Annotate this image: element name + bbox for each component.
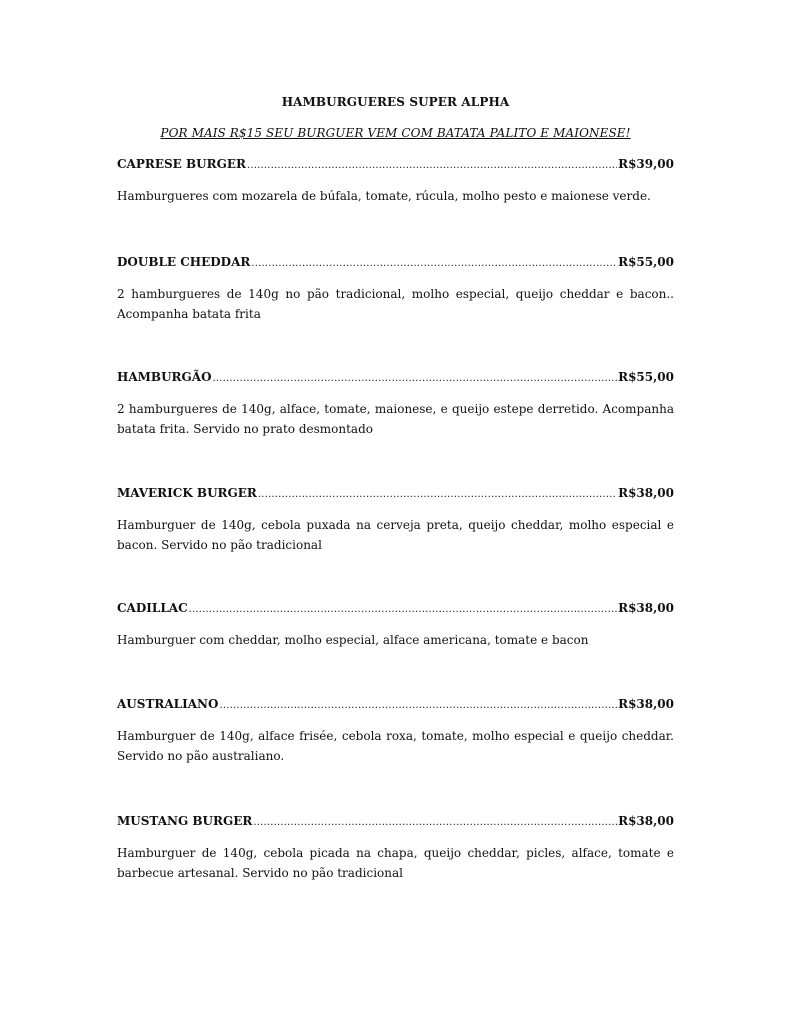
- menu-item-header: [117, 369, 674, 385]
- menu-item-header: [117, 600, 674, 616]
- dot-leader: [253, 815, 617, 831]
- promo-text: POR MAIS R$15 SEU BURGUER VEM COM BATATA PALITO E MAIONESE!: [160, 126, 631, 140]
- dot-leader: [219, 698, 617, 714]
- item-name: AUSTRALIANO: [117, 697, 219, 711]
- dot-leader: [247, 158, 617, 174]
- item-price: R$38,00: [618, 601, 674, 615]
- item-name: MAVERICK BURGER: [117, 486, 257, 500]
- menu-item-double-cheddar: [117, 254, 674, 324]
- menu-item-australiano: [117, 696, 674, 766]
- item-price: R$55,00: [618, 255, 674, 269]
- menu-item-header: [117, 156, 674, 172]
- menu-item-cadillac: [117, 600, 674, 650]
- item-price: R$55,00: [618, 370, 674, 384]
- item-price: R$38,00: [618, 486, 674, 500]
- item-description: 2 hamburgueres de 140g no pão tradicional, molho especial, queijo cheddar e bacon.. Acompanha batata frita: [117, 287, 674, 321]
- item-name: HAMBURGÃO: [117, 370, 212, 384]
- item-description: Hamburguer de 140g, alface frisée, cebola roxa, tomate, molho especial e queijo cheddar. Servido no pão australiano.: [117, 729, 674, 763]
- menu-item-header: [117, 254, 674, 270]
- dot-leader: [258, 487, 617, 503]
- item-name: CAPRESE BURGER: [117, 157, 246, 171]
- item-name: DOUBLE CHEDDAR: [117, 255, 251, 269]
- dot-leader: [251, 256, 617, 272]
- menu-title: HAMBURGUERES SUPER ALPHA: [281, 95, 510, 109]
- item-description: Hamburguer com cheddar, molho especial, alface americana, tomate e bacon: [117, 633, 589, 647]
- menu-item-mustang: [117, 813, 674, 883]
- item-price: R$39,00: [618, 157, 674, 171]
- item-price: R$38,00: [618, 697, 674, 711]
- menu-item-maverick: [117, 485, 674, 555]
- menu-item-caprese: [117, 156, 674, 206]
- item-name: MUSTANG BURGER: [117, 814, 253, 828]
- dot-leader: [213, 371, 618, 387]
- item-description: Hamburguer de 140g, cebola picada na chapa, queijo cheddar, picles, alface, tomate e barbecue artesanal. Servido no pão tradicional: [117, 846, 674, 880]
- menu-item-header: [117, 485, 674, 501]
- item-description: 2 hamburgueres de 140g, alface, tomate, maionese, e queijo estepe derretido. Acompanha batata frita. Servido no prato desmontado: [117, 402, 674, 436]
- dot-leader: [189, 602, 617, 618]
- menu-item-hamburgao: [117, 369, 674, 439]
- menu-item-header: [117, 813, 674, 829]
- item-description: Hamburgueres com mozarela de búfala, tomate, rúcula, molho pesto e maionese verde.: [117, 189, 651, 203]
- item-name: CADILLAC: [117, 601, 188, 615]
- item-description: Hamburguer de 140g, cebola puxada na cerveja preta, queijo cheddar, molho especial e bacon. Servido no pão tradicional: [117, 518, 674, 552]
- menu-item-header: [117, 696, 674, 712]
- item-price: R$38,00: [618, 814, 674, 828]
